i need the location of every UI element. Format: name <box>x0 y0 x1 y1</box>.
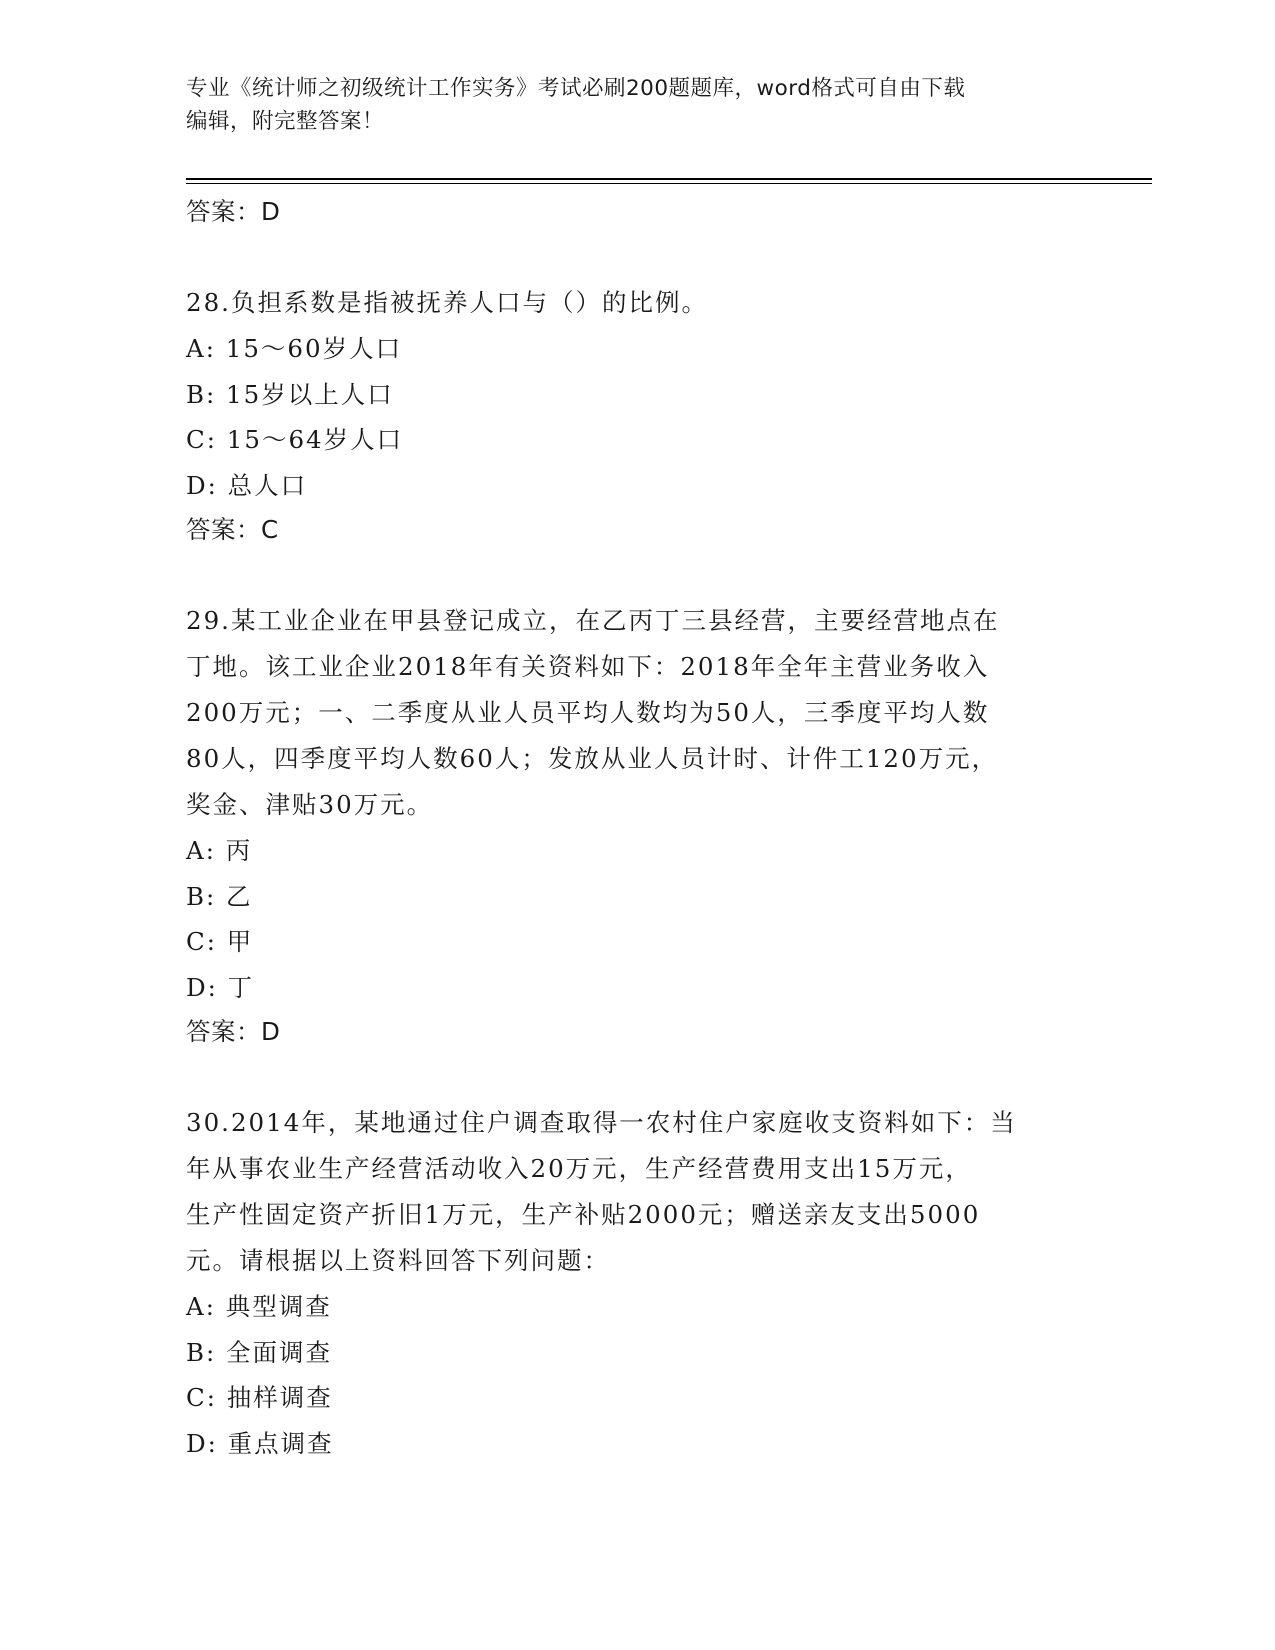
option-d: D: 重点调查 <box>186 1428 334 1458</box>
answer-line: 答案：D <box>186 1017 281 1046</box>
question-text: 200万元；一、二季度从业人员平均人数均为50人，三季度平均人数 <box>186 698 990 727</box>
question-text: 28.负担系数是指被抚养人口与（）的比例。 <box>186 288 708 317</box>
option-b: B: 全面调查 <box>186 1337 333 1367</box>
option-c: C: 15～64岁人口 <box>186 425 404 454</box>
question-text: 年从事农业生产经营活动收入20万元，生产经营费用支出15万元， <box>186 1154 972 1183</box>
option-a: A: 典型调查 <box>186 1292 332 1321</box>
question-28 <box>186 280 1086 326</box>
option-d: D: 丁 <box>186 972 255 1002</box>
question-text: 元。请根据以上资料回答下列问题： <box>186 1246 610 1275</box>
question-29 <box>186 598 1086 828</box>
option-c: C: 甲 <box>186 927 254 956</box>
header-rule-thick <box>186 178 1152 180</box>
question-text: 29.某工业企业在甲县登记成立，在乙丙丁三县经营，主要经营地点在 <box>186 606 1000 635</box>
document-header <box>186 72 1066 138</box>
question-text: 30.2014年，某地通过住户调查取得一农村住户家庭收支资料如下：当 <box>186 1108 1017 1137</box>
question-text: 80人，四季度平均人数60人；发放从业人员计时、计件工120万元， <box>186 744 999 773</box>
question-text: 奖金、津贴30万元。 <box>186 790 434 819</box>
question-text: 生产性固定资产折旧1万元，生产补贴2000元；赠送亲友支出5000 <box>186 1200 981 1229</box>
option-d: D: 总人口 <box>186 470 308 500</box>
header-rule-thin <box>186 183 1152 184</box>
answer-line-prev: 答案：D <box>186 197 281 226</box>
question-text: 丁地。该工业企业2018年有关资料如下：2018年全年主营业务收入 <box>186 652 990 681</box>
answer-line: 答案：C <box>186 515 279 544</box>
question-30 <box>186 1100 1086 1284</box>
option-a: A: 丙 <box>186 836 253 865</box>
option-a: A: 15～60岁人口 <box>186 334 403 363</box>
option-b: B: 乙 <box>186 881 253 911</box>
option-b: B: 15岁以上人口 <box>186 379 394 409</box>
header-line-2: 编辑，附完整答案！ <box>186 109 385 134</box>
document-body <box>186 190 1086 1466</box>
header-line-1: 专业《统计师之初级统计工作实务》考试必刷200题题库，word格式可自由下载 <box>186 76 966 101</box>
option-c: C: 抽样调查 <box>186 1383 333 1412</box>
